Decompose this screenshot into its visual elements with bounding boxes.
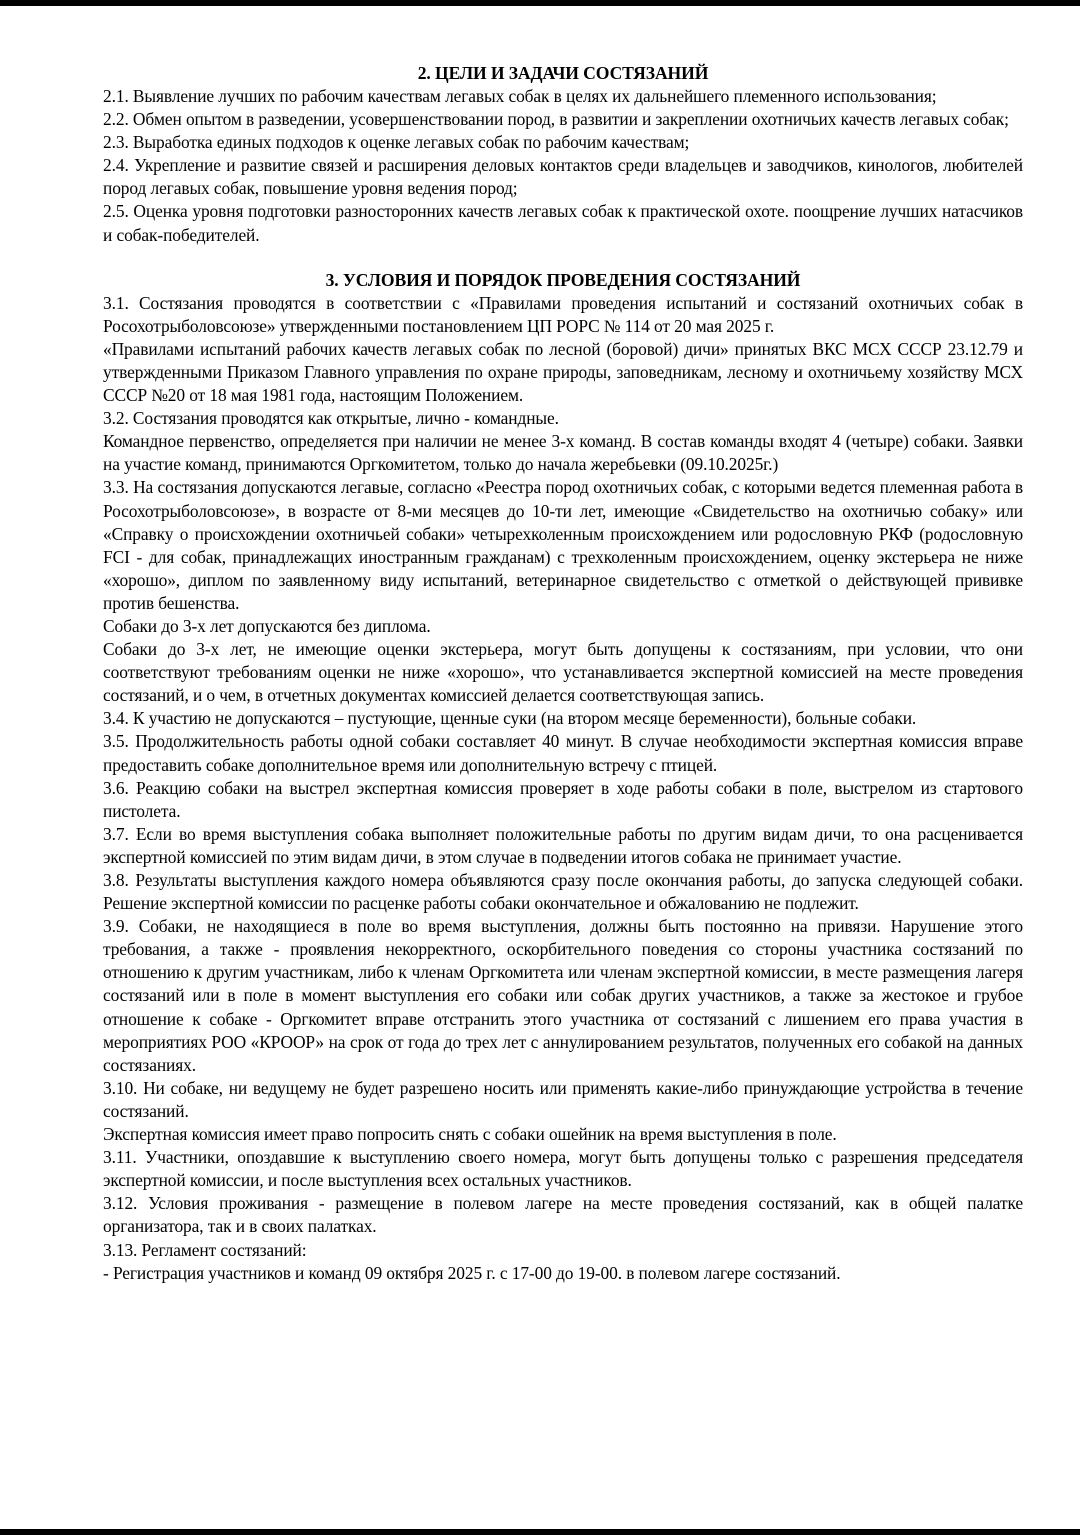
- paragraph-3-6: 3.6. Реакцию собаки на выстрел экспертная комиссия проверяет в ходе работы собаки в поле, выстрелом из стартового пистолета.: [103, 777, 1023, 821]
- paragraph-3-8: 3.8. Результаты выступления каждого номера объявляются сразу после окончания работы, до запуска следующей собаки. Решение экспертной комиссии по расценке работы собаки окончательное и обжалованию не подлежит.: [103, 870, 1023, 914]
- paragraph-3-10-collar: Экспертная комиссия имеет право попросить снять с собаки ошейник на время выступления в поле.: [103, 1124, 837, 1145]
- paragraph-2-4: 2.4. Укрепление и развитие связей и расширения деловых контактов среди владельцев и заводчиков, кинологов, любителей пород легавых собак, повышение уровня ведения пород;: [103, 155, 1023, 199]
- top-border-bar: [0, 0, 1080, 6]
- paragraph-3-3-no-diploma: Собаки до 3-х лет допускаются без диплома.: [103, 615, 431, 636]
- paragraph-3-7: 3.7. Если во время выступления собака выполняет положительные работы по другим видам дичи, то она расценивается экспертной комиссией по этим видам дичи, в этом случае в подведении итогов собака не принимает участие.: [103, 823, 1023, 867]
- paragraph-3-5: 3.5. Продолжительность работы одной собаки составляет 40 минут. В случае необходимости экспертная комиссия вправе предоставить собаке дополнительное время или дополнительную встречу с птицей.: [103, 731, 1023, 775]
- paragraph-3-1: 3.1. Состязания проводятся в соответствии с «Правилами проведения испытаний и состязаний охотничьих собак в Росохотрыболовсоюзе» утвержденными постановлением ЦП РОРС № 114 от 20 мая 2025 г.: [103, 292, 1023, 336]
- paragraph-3-12: 3.12. Условия проживания - размещение в полевом лагере на месте проведения состязаний, как в общей палатке организатора, так и в своих палатках.: [103, 1193, 1023, 1237]
- paragraph-2-5: 2.5. Оценка уровня подготовки разносторонних качеств легавых собак к практической охоте. поощрение лучших натасчиков и собак-победителей.: [103, 201, 1023, 245]
- paragraph-2-1: 2.1. Выявление лучших по рабочим качествам легавых собак в целях их дальнейшего племенного использования;: [103, 86, 937, 106]
- paragraph-3-3-exterior: Собаки до 3-х лет, не имеющие оценки экстерьера, могут быть допущены к состязаниям, при условии, что они соответствуют требованиям оценки не ниже «хорошо», что устанавливается экспертной комиссией на месте проведения состязаний, и о чем, в отчетных документах комиссией делается соответствующая запись.: [103, 639, 1023, 706]
- paragraph-3-3: 3.3. На состязания допускаются легавые, согласно «Реестра пород охотничьих собак, с которыми ведется племенная работа в Росохотрыболовсоюзе», в возрасте от 8-ми месяцев до 10-ти лет, имеющие «Свидетельство на охотничью собаку» или «Справку о происхождении охотничьей собаки» четырехколенным происхождением или родословную РКФ (родословную FCI - для собак, принадлежащих иностранным гражданам) с трехколенным происхождением, оценку экстерьера не ниже «хорошо», диплом по заявленному виду испытаний, ветеринарное свидетельство с отметкой о действующей прививке против бешенства.: [103, 477, 1023, 613]
- bottom-border-bar: [0, 1529, 1080, 1535]
- document-page: [103, 62, 1023, 1285]
- paragraph-3-1-rules: «Правилами испытаний рабочих качеств легавых собак по лесной (боровой) дичи» принятых ВКС МСХ СССР 23.12.79 и утвержденными Приказом Главного управления по охране природы, заповедникам, лесному и охотничьему хозяйству МСХ СССР №20 от 18 мая 1981 года, настоящим Положением.: [103, 338, 1023, 406]
- paragraph-3-13: 3.13. Регламент состязаний:: [103, 1239, 307, 1260]
- paragraph-2-2: 2.2. Обмен опытом в разведении, усовершенствовании пород, в развитии и закреплении охотничьих качеств легавых собак;: [103, 109, 1009, 130]
- paragraph-3-9: 3.9. Собаки, не находящиеся в поле во время выступления, должны быть постоянно на привязи. Нарушение этого требования, а также - проявления некорректного, оскорбительного поведения со стороны участника состязаний по отношению к другим участникам, либо к членам Оргкомитета или членам экспертной комиссии, в месте размещения лагеря состязаний или в поле в момент выступления его собаки или собак других участников, а также за жестокое и грубое отношение к собаке - Оргкомитет вправе отстранить этого участника от состязаний с лишением его права участия в мероприятиях РОО «КРООР» на срок от года до трех лет с аннулированием результатов, полученных его собакой на данных состязаниях.: [103, 916, 1023, 1075]
- paragraph-3-4: 3.4. К участию не допускаются – пустующие, щенные суки (на втором месяце беременности), больные собаки.: [103, 708, 917, 729]
- paragraph-3-11: 3.11. Участники, опоздавшие к выступлению своего номера, могут быть допущены только с разрешения председателя экспертной комиссии, и после выступления всех остальных участников.: [103, 1147, 1023, 1191]
- paragraph-3-2: 3.2. Состязания проводятся как открытые, лично - командные.: [103, 408, 559, 429]
- schedule-item-registration: - Регистрация участников и команд 09 октября 2025 г. с 17-00 до 19-00. в полевом лагере состязаний.: [103, 1262, 841, 1283]
- paragraph-2-3: 2.3. Выработка единых подходов к оценке легавых собак по рабочим качествам;: [103, 132, 690, 153]
- paragraph-3-2-team: Командное первенство, определяется при наличии не менее 3-х команд. В состав команды входят 4 (четыре) собаки. Заявки на участие команд, принимаются Оргкомитетом, только до начала жеребьевки (09.10.2025г.): [103, 431, 1023, 475]
- paragraph-3-10: 3.10. Ни собаке, ни ведущему не будет разрешено носить или применять какие-либо принуждающие устройства в течение состязаний.: [103, 1077, 1023, 1121]
- section-3-title: 3. УСЛОВИЯ И ПОРЯДОК ПРОВЕДЕНИЯ СОСТЯЗАНИЙ: [325, 269, 801, 290]
- section-2-title: 2. ЦЕЛИ И ЗАДАЧИ СОСТЯЗАНИЙ: [417, 63, 709, 83]
